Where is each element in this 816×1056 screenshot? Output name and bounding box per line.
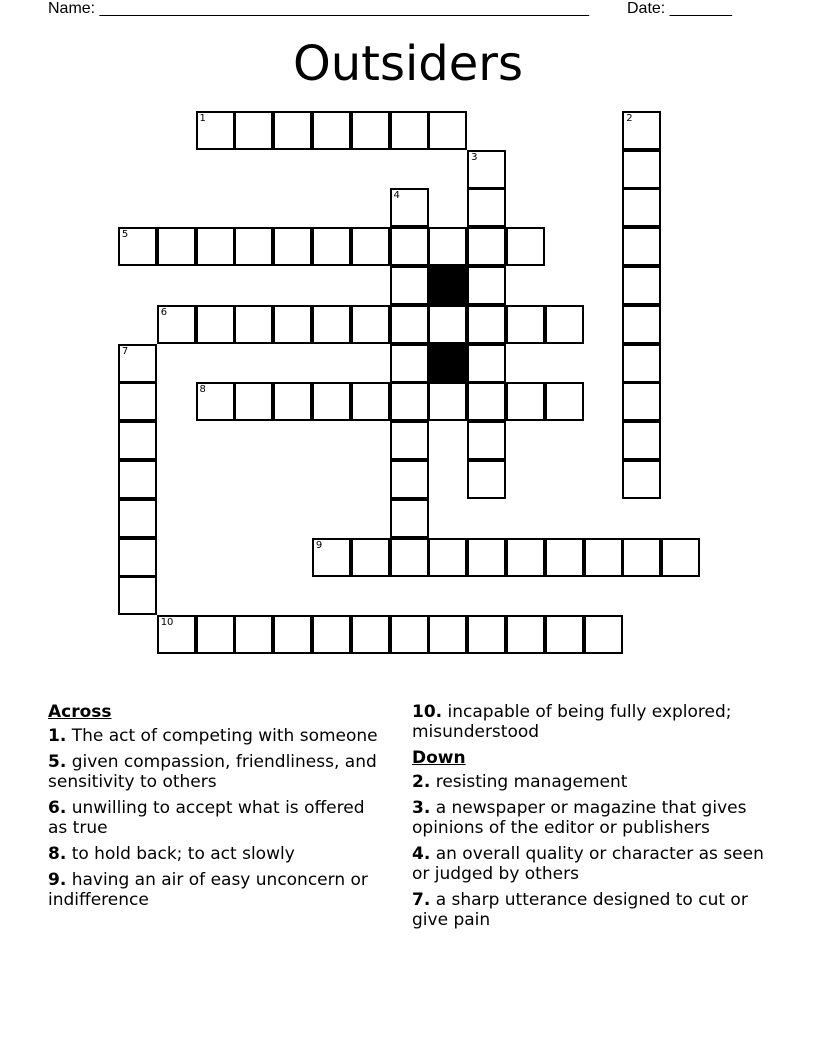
grid-cell[interactable] — [273, 382, 312, 421]
grid-cell[interactable] — [351, 111, 390, 150]
clue-number: 7. — [412, 890, 431, 910]
grid-cell[interactable] — [622, 421, 661, 460]
grid-cell[interactable] — [196, 305, 235, 344]
grid-cell[interactable] — [622, 344, 661, 383]
clue-text: having an air of easy unconcern or indifference — [48, 870, 368, 910]
grid-cell[interactable] — [467, 615, 506, 654]
grid-cell[interactable] — [157, 305, 196, 344]
grid-cell[interactable] — [390, 382, 429, 421]
grid-cell[interactable] — [428, 615, 467, 654]
clue-text: unwilling to accept what is offered as true — [48, 798, 365, 838]
clue-number-label: 6 — [160, 306, 168, 318]
grid-cell[interactable] — [390, 615, 429, 654]
clue-text: The act of competing with someone — [71, 726, 378, 746]
grid-cell[interactable] — [312, 227, 351, 266]
grid-cell[interactable] — [390, 188, 429, 227]
clue-number-label: 3 — [471, 151, 478, 163]
clue-text: a sharp utterance designed to cut or give pain — [412, 890, 748, 930]
grid-cell[interactable] — [467, 382, 506, 421]
clue-number: 10. — [412, 702, 443, 722]
clue-number-label: 5 — [121, 229, 129, 241]
grid-cell[interactable] — [234, 382, 273, 421]
clue-number: 4. — [412, 844, 431, 864]
grid-cell[interactable] — [351, 227, 390, 266]
down-heading: Down — [412, 748, 466, 768]
grid-cell[interactable] — [622, 188, 661, 227]
grid-cell[interactable] — [622, 305, 661, 344]
grid-cell[interactable] — [234, 227, 273, 266]
clue-across-6 — [48, 798, 378, 838]
grid-cell[interactable] — [118, 344, 157, 383]
name-field-line: Name: _______________________________________________________ — [48, 0, 589, 17]
clue-across-9 — [48, 870, 378, 910]
clue-down-2 — [412, 772, 772, 792]
clue-across-5 — [48, 752, 378, 792]
grid-cell[interactable] — [390, 305, 429, 344]
grid-cell[interactable] — [118, 460, 157, 499]
grid-cell[interactable] — [390, 460, 429, 499]
clue-text: given compassion, friendliness, and sensitivity to others — [48, 752, 377, 792]
clue-number: 1. — [48, 726, 67, 746]
black-square — [428, 266, 467, 305]
grid-cell[interactable] — [351, 382, 390, 421]
clue-number-label: 1 — [199, 112, 206, 124]
clue-across-8 — [48, 844, 378, 864]
clue-number: 6. — [48, 798, 67, 818]
grid-cell[interactable] — [506, 538, 545, 577]
grid-cell[interactable] — [428, 227, 467, 266]
grid-cell[interactable] — [312, 305, 351, 344]
page-title: Outsiders — [292, 36, 524, 92]
grid-cell[interactable] — [390, 421, 429, 460]
grid-cell[interactable] — [351, 615, 390, 654]
grid-cell[interactable] — [273, 111, 312, 150]
grid-cell[interactable] — [506, 382, 545, 421]
grid-cell[interactable] — [196, 227, 235, 266]
grid-cell[interactable] — [118, 421, 157, 460]
grid-cell[interactable] — [622, 382, 661, 421]
grid-cell[interactable] — [118, 227, 157, 266]
clue-number-label: 4 — [393, 190, 400, 202]
clue-number: 3. — [412, 798, 431, 818]
grid-cell[interactable] — [351, 538, 390, 577]
grid-cell[interactable] — [467, 305, 506, 344]
grid-cell[interactable] — [467, 421, 506, 460]
clue-number-label: 2 — [626, 112, 633, 124]
grid-cell[interactable] — [545, 615, 584, 654]
grid-cell[interactable] — [196, 615, 235, 654]
grid-cell[interactable] — [545, 538, 584, 577]
grid-cell[interactable] — [118, 576, 157, 615]
grid-cell[interactable] — [428, 382, 467, 421]
clue-number-label: 10 — [160, 617, 174, 629]
grid-cell[interactable] — [467, 460, 506, 499]
grid-cell[interactable] — [118, 499, 157, 538]
grid-cell[interactable] — [157, 615, 196, 654]
clue-number: 9. — [48, 870, 67, 890]
clue-text: incapable of being fully explored; misunderstood — [412, 702, 732, 742]
grid-cell[interactable] — [390, 266, 429, 305]
clue-number-label: 7 — [121, 345, 129, 357]
grid-cell[interactable] — [622, 111, 661, 150]
grid-cell[interactable] — [312, 615, 351, 654]
clue-text: a newspaper or magazine that gives opinions of the editor or publishers — [412, 798, 747, 838]
grid-cell[interactable] — [196, 111, 235, 150]
clue-across-1 — [48, 726, 378, 746]
clue-down-7 — [412, 890, 772, 930]
grid-cell[interactable] — [506, 615, 545, 654]
grid-cell[interactable] — [428, 305, 467, 344]
clue-across-10 — [412, 702, 772, 742]
clue-number: 5. — [48, 752, 67, 772]
grid-cell[interactable] — [428, 111, 467, 150]
across-heading: Across — [48, 702, 112, 722]
grid-cell[interactable] — [234, 305, 273, 344]
grid-cell[interactable] — [506, 305, 545, 344]
clues-left-column — [48, 702, 378, 916]
clue-down-4 — [412, 844, 772, 884]
grid-cell[interactable] — [622, 538, 661, 577]
clue-number-label: 9 — [315, 539, 323, 551]
grid-cell[interactable] — [584, 538, 623, 577]
grid-cell[interactable] — [506, 227, 545, 266]
clue-text: resisting management — [435, 772, 628, 792]
grid-cell[interactable] — [661, 538, 700, 577]
grid-cell[interactable] — [118, 538, 157, 577]
grid-cell[interactable] — [118, 382, 157, 421]
grid-cell[interactable] — [622, 460, 661, 499]
grid-cell[interactable] — [545, 382, 584, 421]
grid-cell[interactable] — [467, 266, 506, 305]
grid-cell[interactable] — [390, 227, 429, 266]
clue-number-label: 8 — [199, 384, 206, 396]
grid-cell[interactable] — [545, 305, 584, 344]
grid-cell[interactable] — [273, 615, 312, 654]
grid-cell[interactable] — [312, 538, 351, 577]
clue-down-3 — [412, 798, 772, 838]
clue-text: to hold back; to act slowly — [71, 844, 295, 864]
grid-cell[interactable] — [157, 227, 196, 266]
grid-cell[interactable] — [390, 344, 429, 383]
grid-cell[interactable] — [273, 227, 312, 266]
grid-cell[interactable] — [467, 538, 506, 577]
grid-cell[interactable] — [428, 538, 467, 577]
grid-cell[interactable] — [312, 382, 351, 421]
grid-cell[interactable] — [467, 344, 506, 383]
clue-number: 2. — [412, 772, 431, 792]
grid-cell[interactable] — [390, 538, 429, 577]
grid-cell[interactable] — [467, 150, 506, 189]
grid-cell[interactable] — [196, 382, 235, 421]
grid-cell[interactable] — [622, 266, 661, 305]
grid-cell[interactable] — [234, 111, 273, 150]
grid-cell[interactable] — [467, 227, 506, 266]
grid-cell[interactable] — [622, 150, 661, 189]
grid-cell[interactable] — [584, 615, 623, 654]
grid-cell[interactable] — [273, 305, 312, 344]
grid-cell[interactable] — [622, 227, 661, 266]
black-square — [428, 344, 467, 383]
grid-cell[interactable] — [351, 305, 390, 344]
grid-cell[interactable] — [467, 188, 506, 227]
grid-cell[interactable] — [390, 111, 429, 150]
date-field-line: Date: _______ — [627, 0, 732, 17]
grid-cell[interactable] — [234, 615, 273, 654]
clue-number: 8. — [48, 844, 67, 864]
clues-right-column — [412, 702, 772, 936]
grid-cell[interactable] — [312, 111, 351, 150]
grid-cell[interactable] — [390, 499, 429, 538]
clue-text: an overall quality or character as seen or judged by others — [412, 844, 764, 884]
